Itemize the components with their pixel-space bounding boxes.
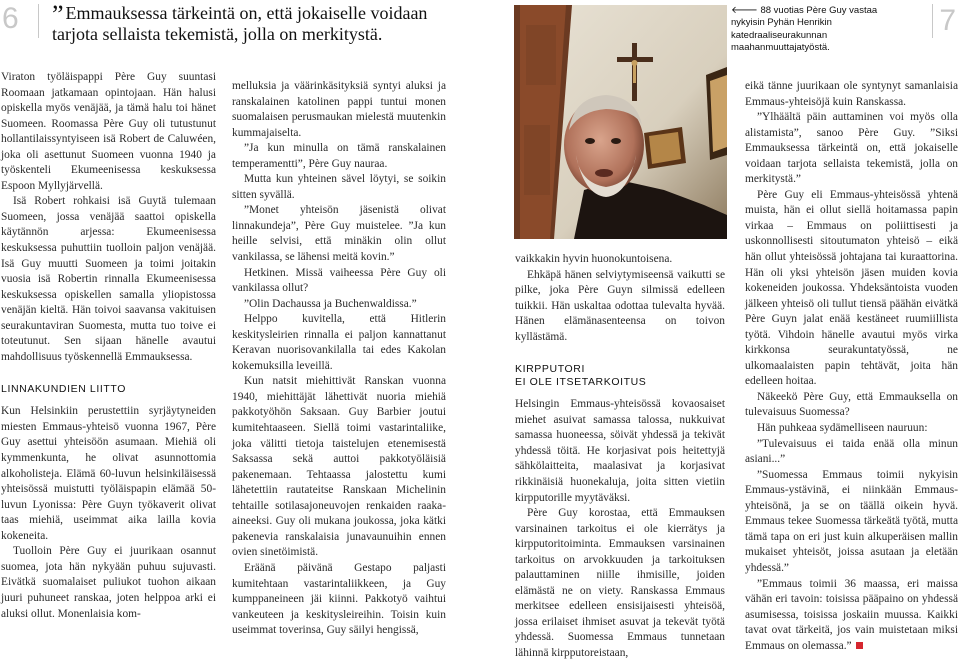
paragraph: Père Guy korostaa, että Emmauksen varsinainen tarkoitus ei ole kierrätys ja kirpputoritoiminta. Emmauksen varsinainen tarkoitus on arvokkuuden ja tarkoituksen palauttaminen niille ihmisille, joiden elämästä ne on viety. Ranskassa Emmaus merkitsee edelleen ensisijaisesti yhteisöä, jossa erilaiset ihmiset asuvat ja tekevät työtä yhdessä. Suomessa Emmaus tunnetaan lähinnä kirpputoreistaan, [515,507,725,660]
paragraph: Hän puhkeaa sydämelliseen nauruun: [757,422,928,435]
section-heading: LINNAKUNDIEN LIITTO [1,383,126,396]
paragraph: melluksia ja väärinkäsityksiä syntyi aluksi ja ranskalainen katolinen pappi tuntui monen suomalaisen perusmaukan mielestä muutenkin kummajaiselta. [232,80,446,139]
paragraph: Hetkinen. Missä vaiheessa Père Guy oli vankilassa ollut? [232,266,446,295]
page-number-left: 6 [2,2,19,35]
paragraph: ”Olin Dachaussa ja Buchenwaldissa.” [244,297,417,310]
arrow-left-icon: 🡐 [731,5,758,16]
paragraph: Viraton työläispappi Père Guy suuntasi Roomaan jatkamaan opintojaan. Hän halusi opiskella myös venäjää, ja tämä halu toi hänet Suomeen. Roomassa Père Guy oli tutustunut hollantilaissyntyiseen isä Robert de Caluwéen, joka oli asettunut Suomeen vuonna 1940 ja työskenteli Ekumeenisessa keskuksessa Espoon Myllyjärvellä. [1,71,216,192]
paragraph: Isä Robert rohkaisi isä Guytä tulemaan Suomeen, jossa venäjää saattoi opiskella käytännön arjessa: Ekumeenisessa keskuksessa puhuttiin tuolloin paljon venäjää. Isä Guy muutti Suomeen ja toimi joitakin vuosia isä Robertin rinnalla Ekumeenisessa keskuksessa opiskellen samalla yliopistossa venäjän kieltä. Hän toivoi saavansa vakituisen seurakuntaviran Suomesta, mutta tuo toive ei toteutunut. Sen sijaan hänelle avautui mahdollisuus työskennellä Emmauksessa. [1,195,216,363]
paragraph: Tuolloin Père Guy ei juurikaan osannut suomea, jota hän nykyään puhuu sujuvasti. Eivätkä suomalaiset puliukot tuohon aikaan juuri puhuneet ranskaa, joten helppoa arki ei aluksi ollut. Monenlaisia kom- [1,545,216,620]
page-number-right: 7 [939,4,956,37]
paragraph: ”Tulevaisuus ei taida enää olla minun asiani...” [745,437,958,466]
paragraph: eikä tänne juurikaan ole syntynyt samanlaisia Emmaus-yhteisöjä kuin Ranskassa. [745,80,958,108]
section-heading: KIRPPUTORI EI OLE ITSETARKOITUS [515,363,647,389]
paragraph: ”Ja kun minulla on tämä ranskalainen temperamentti”, Père Guy nauraa. [232,142,446,170]
paragraph: Kun Helsinkiin perustettiin syrjäytyneiden miesten Emmaus-yhteisö vuonna 1967, Père Guy asettui yhteisöön asumaan. Miehiä oli kymmenkunta, he olivat asunnottomia alkoholisteja. Elämä 60-luvun helsinkiläisessä yhteisössä muistutti työläispapin elämää 50-luvun Lyonissa: Père Guyn työkaverit olivat taas miehiä, useimmat aika lailla kovia kokeneita. [1,405,216,542]
divider-left [38,4,39,38]
article-column-1 [1,70,216,622]
paragraph: Kun natsit miehittivät Ranskan vuonna 1940, miehittäjät lähettivät nuoria miehiä pakkotyöhön Saksaan. Guy Barbier joutui kumitehtaaseen. Siellä toimi vastarintaliike, joka välitti tietoja taistelujen etenemisestä Saksassa sekä auttoi pakkotyöläisiä pakenemaan. Tehtaassa jalostettu kumi lähetettiin rautateitse Ranskaan Michelinin tehtaille sotilasajoneuvojen renkaiden raaka-aineeksi. Guy oli mukana joukossa, joka kätki pakenevia ranskalaisia junavaunuihin ennen ovien sinetöimistä. [232,375,446,559]
article-column-2 [232,79,446,639]
paragraph: vaikkakin hyvin huonokuntoisena. [515,253,673,265]
pull-quote: ” Emmauksessa tärkeintä on, että jokaiselle voidaan tarjota sellaista tekemistä, jolla on merkitystä. [52,0,428,44]
paragraph: ”Ylhäältä päin auttaminen voi myös olla alistamista”, sanoo Père Guy. ”Siksi Emmauksessa tärkeintä on, että jokaiselle voidaan tarjota sellaista tekemistä, jolla on merkitystä.” [745,111,958,186]
paragraph: Mutta kun yhteinen sävel löytyi, se soikin sitten syvällä. [232,173,446,201]
paragraph: Ehkäpä hänen selviytymiseensä vaikutti se pilke, joka Père Guyn silmissä edelleen tuikkii. Hän uskaltaa odottaa tulevalta hyvää. Hänen elämänasenteensa on toivon kyllästämä. [515,268,725,343]
end-mark-icon [856,642,863,649]
paragraph: Helppo kuvitella, että Hitlerin keskitysleirien rinnalla ei paljon kannattanut Keravan nuorisovankilalla tai edes Kakolan kokemuksilla leveillä. [232,313,446,372]
divider-right [932,4,933,38]
paragraph: Eräänä päivänä Gestapo paljasti kumitehtaan vastarintaliikkeen, ja Guy kumppaneineen jäi kiinni. Pakkotyö vaihtui vankeuteen ja keskitysleireihin. Toisin kuin useimmat toverinsa, Guy säilyi hengissä, [232,561,446,637]
paragraph: Père Guy eli Emmaus-yhteisössä yhtenä muista, hän ei ollut siellä hoitamassa papin virkaa – Emmaus on poliittisesti ja uskonnollisesti sitoutumaton yhteisö – eikä hän ollut yhteisössä johtajana tai kuraattorina. Hän oli yksi yhteisön jäsen muiden kovia kokeneiden joukossa. Yhdeksäntoista vuoden jälkeen yhteisö oli tullut tiensä päähän eivätkä Père Guyn jalat enää kestäneet ruumiillista työtä. Vihdoin hänelle avautui myös virka kirkkonsa seurakuntatyössä, ne ulkomaalaisten papin tehtävät, joita hän edelleen hoitaa. [745,188,958,388]
paragraph: Helsingin Emmaus-yhteisössä kovaosaiset miehet asuivat samassa talossa, nukkuivat samassa huoneessa, söivät yhdessä ja tekivät yhdessä töitä. He korjasivat pois heitettyjä sähkölaitteita, maalasivat ja korjasivat rikkinäisiä huonekaluja, joita sitten vietiin kirpputorille myytäväksi. [515,398,725,504]
article-column-3 [515,252,725,662]
portrait-illustration [514,5,727,239]
paragraph: ”Emmaus toimii 36 maassa, eri maissa vähän eri tavoin: toisissa pääpaino on yhdessä asumisessa, toisissa joskaiin muussa. Kaikki tavat ovat tärkeitä, jos vain muistetaan miksi Emmaus on olemassa.” [745,577,958,652]
paragraph: Näkeekö Père Guy, että Emmauksella on tulevaisuus Suomessa? [745,390,958,419]
paragraph: ”Suomessa Emmaus toimii nykyisin Emmaus-ystävinä, ei niinkään Emmaus-yhteisönä, ja se on täällä oikein hyvä. Emmaus tekee Suomessa tärkeätä työtä, mutta tämä tapa on eri just kuin alkuperäisen mallin mukaiset yhteisöt, joissa asutaan ja eletään yhdessä.” [745,468,958,574]
article-column-4 [745,79,958,654]
paragraph: ”Monet yhteisön jäsenistä olivat linnakundeja”, Père Guy muistelee. ”Ja kun heille selvisi, että minäkin olin ollut vankilassa, se lähensi meitä kovin.” [232,204,446,264]
quote-mark-icon: ” [52,0,64,29]
portrait-photo [514,5,727,239]
photo-caption: 🡐 88 vuotias Père Guy vastaa nykyisin Pyhän Henrikin katedraaliseurakunnan maahanmuuttajatyöstä. [731,5,878,53]
